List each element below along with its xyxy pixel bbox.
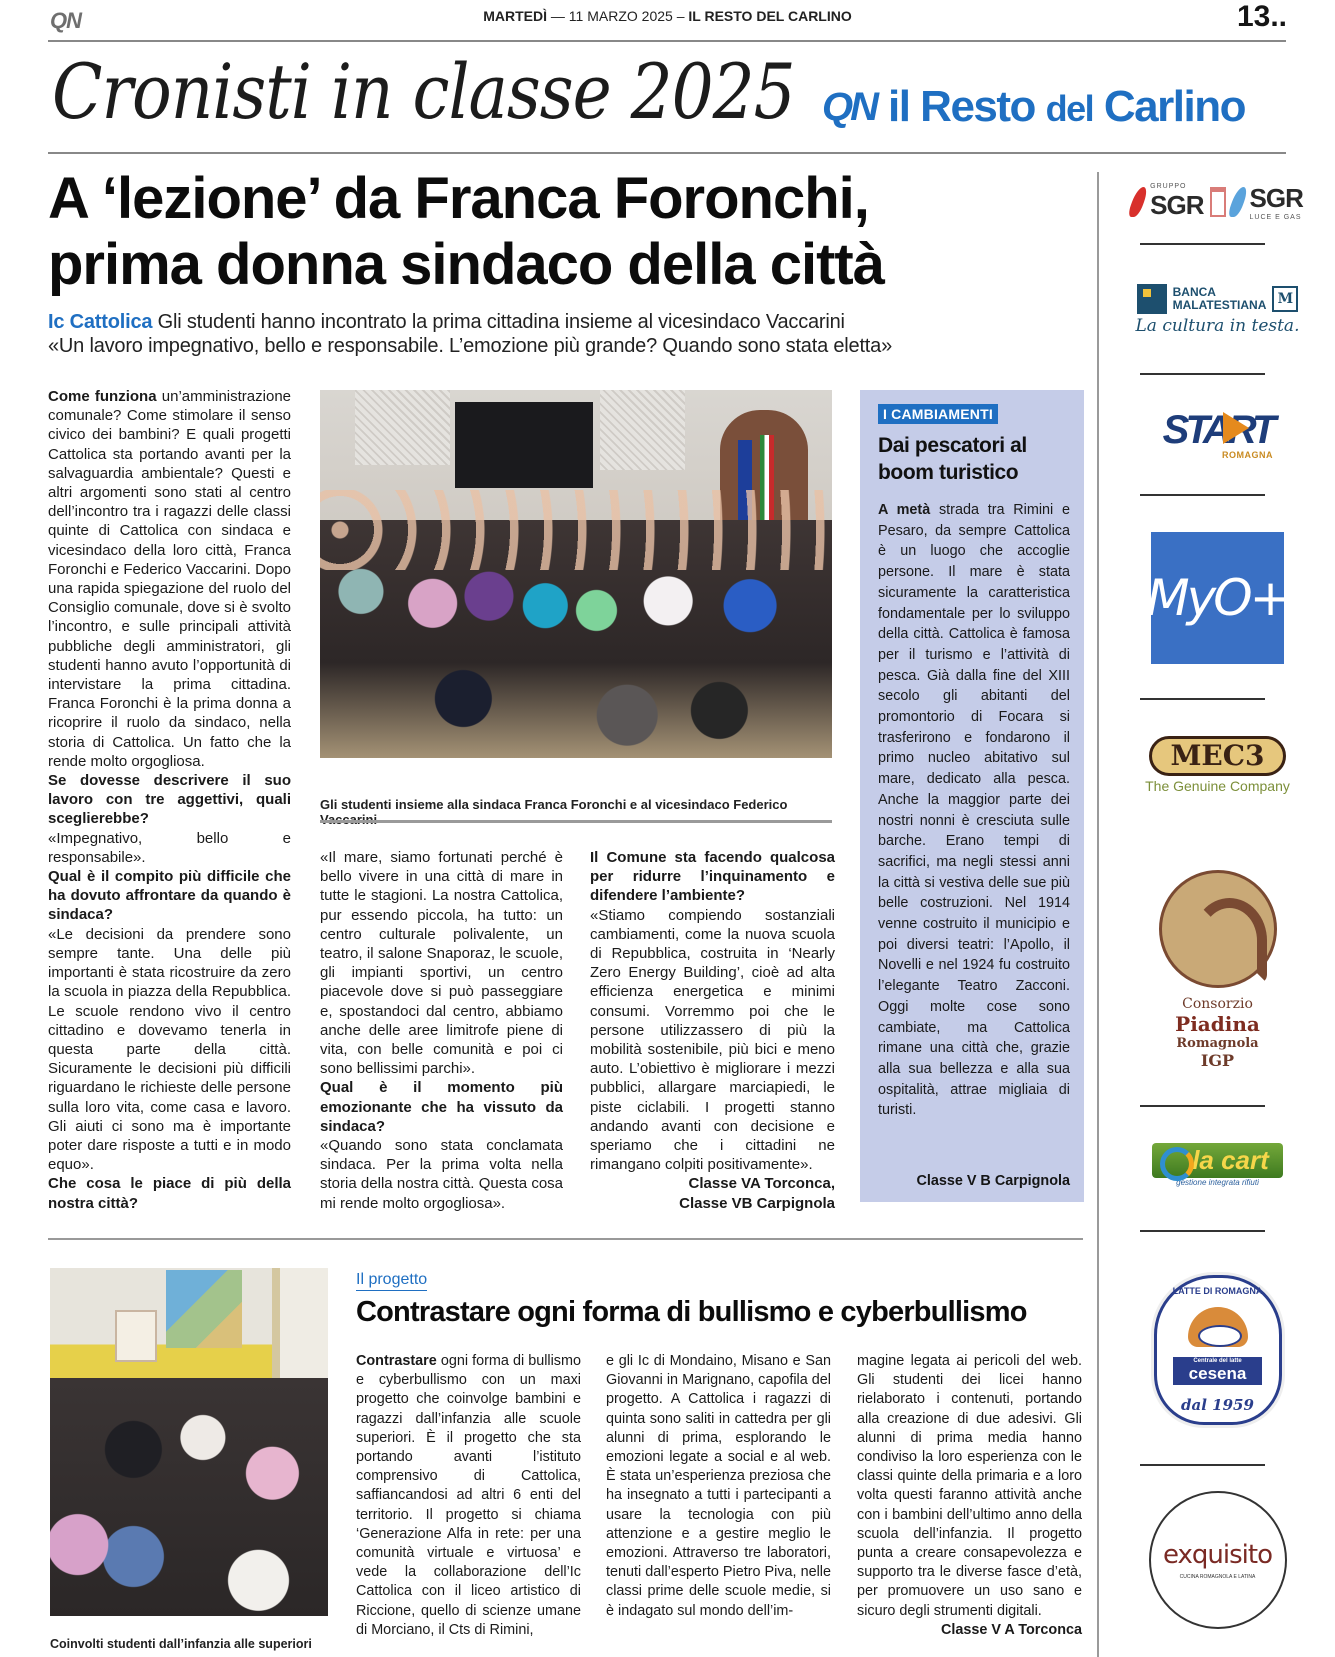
article2-title: Contrastare ogni forma di bullismo e cyberbullismo <box>356 1296 1027 1328</box>
sidebox-tag: I CAMBIAMENTI <box>878 404 998 424</box>
classroom-photo <box>50 1268 328 1616</box>
question-3: Che cosa le piace di più della nostra città? <box>48 1175 291 1212</box>
article-subhead <box>48 310 948 358</box>
signature-2: Classe VB Carpignola <box>679 1194 835 1212</box>
bank-emblem-icon: M <box>1272 286 1298 312</box>
rooster-icon <box>1159 870 1277 988</box>
sponsor-separator <box>1140 494 1265 496</box>
sponsor-myo-logo: MyO+ <box>1110 532 1325 664</box>
article-headline: A ‘lezione’ da Franca Foronchi, prima donna sindaco della città <box>48 166 884 297</box>
wall-map <box>166 1270 242 1348</box>
article2-signature: Classe V A Torconca <box>940 1621 1082 1638</box>
sponsor-separator <box>1140 373 1265 375</box>
section-title: Cronisti in classe 2025 <box>52 48 795 137</box>
group-photo <box>320 390 832 758</box>
sponsor-separator <box>1140 698 1265 700</box>
sidebox-text: A metà strada tra Rimini e Pesaro, da sempre Cattolica è un luogo che accoglie persone. Il mare è stata sicuramente la caratteristica fondamentale per lo sviluppo della città. Cattolica è famosa per il turismo e l’attività di pesca. Già dalla fine del XIII secolo gli abitanti del promontorio di Focara si trasferirono e fondarono il primo nucleo abitativo sul mare, dedicato alla pesca. Anche la maggior parte dei nostri nonni è cresciuta sulle barche. Erano tempi di sacrifici, ma negli stessi anni la città si vestiva delle sue più belle costruzioni. Nel 1914 venne costruito il municipio e poi diversi teatri: l’Apollo, il Novelli e nel 1924 fu costruito l’elegante Teatro Zacconi. Oggi molte cose sono cambiate, ma Cattolica rimane una città che, grazie alla sua bellezza e alla sua ospitalità, attrae migliaia di turisti. <box>878 502 1071 1119</box>
sponsor-separator <box>1140 1105 1265 1107</box>
question-1: Se dovesse descrivere il suo lavoro con tre aggettivi, quali sceglierebbe? <box>48 772 291 828</box>
dateline-day: MARTEDÌ <box>483 8 548 24</box>
bank-square-icon <box>1137 284 1167 314</box>
signature-1: Classe VA Torconca, <box>688 1175 835 1193</box>
qn-logo-mark: QN <box>822 84 876 129</box>
sponsor-banca-malatestiana-logo: BANCA MALATESTIANA M La cultura in testa. <box>1135 285 1300 336</box>
page-number: 13.. <box>1236 0 1287 33</box>
dateline: MARTEDÌ — 11 MARZO 2025 – IL RESTO DEL CARLINO <box>483 8 852 24</box>
article2-column-3: magine legata ai pericoli del web. Gli studenti dei licei hanno rielaborato i contenuti, portando alla creazione di due adesivi. Gli alunni di prima media hanno condiviso la loro esperienza con le classi quinte della primaria e a loro volta questi faranno attività anche con i bambini dell’ultimo anno della scuola dell’infanzia. Il progetto punta a creare consapevolezza e supporto tra le diverse fasce d’età, per promuovere un uso sano e sicuro degli strumenti digitali. Classe V A Torconca <box>857 1352 1082 1640</box>
article-column-3 <box>590 848 835 1213</box>
wall-panel <box>355 390 450 465</box>
qn-small-logo: QN <box>50 8 81 33</box>
flame-icon <box>1226 187 1249 217</box>
sponsor-mec3-logo: MEC3 The Genuine Company <box>1110 730 1325 800</box>
dateline-date: 11 MARZO 2025 <box>568 8 673 24</box>
answer-3: «Il mare, siamo fortunati perché è bello vivere in una città di mare in tutte le stagioni. La nostra Cattolica, pur essendo piccola, ha tutto: un centro culturale polivalente, un teatro, il salone Snaporaz, le scuole, gli impianti sportivi, un centro piacevole dove si può passeggiare e, spostandoci dal centro, abbiamo anche delle aree limitrofe piene di vita, con belle comunità e poi ci sono bellissimi parchi». <box>320 849 563 1078</box>
answer-1: «Impegnativo, bello e responsabile». <box>48 829 291 866</box>
wall-poster <box>115 1310 157 1362</box>
sponsor-start-romagna-logo: START ROMAGNA <box>1162 408 1273 460</box>
sponsor-latte-cesena-logo: LATTE DI ROMAGNA Centrale del latte cesena dal 1959 <box>1110 1270 1325 1430</box>
sidebox-cambiamenti <box>860 390 1084 1202</box>
masthead-rule <box>48 152 1286 154</box>
article2-column-1: Contrastare ogni forma di bullismo e cyberbullismo con un maxi progetto che coinvolge bambini e ragazzi dall’infanzia alle scuole superiori. È il progetto che sta portando avanti l’istituto comprensivo di Cattolica, saffiancandosi ad altri 6 enti del territorio. Il progetto si chiama ‘Generazione Alfa in rete: per una comunità virtuale e virtuosa’ e vede la collaborazione dell’Ic Cattolica con il liceo artistico di Riccione, quello di scienze umane di Morciano, il Cts di Rimini, <box>356 1353 581 1638</box>
sponsor-separator <box>1140 1464 1265 1466</box>
students-sitting <box>50 1378 328 1616</box>
photo2-caption: Coinvolti studenti dall’infanzia alle superiori <box>50 1637 312 1651</box>
mascot-icon <box>1188 1307 1248 1347</box>
dateline-paper: IL RESTO DEL CARLINO <box>688 8 852 24</box>
wall-panel <box>600 390 685 470</box>
question-4: Qual è il momento più emozionante che ha vissuto da sindaca? <box>320 1079 563 1135</box>
photo-caption: Gli studenti insieme alla sindaca Franca Foronchi e al vicesindaco Federico <box>320 797 788 812</box>
sidebox-signature: Classe V B Carpignola <box>916 1173 1070 1189</box>
answer-5: «Stiamo compiendo sostanziali cambiamenti, come la nuova scuola di Repubblica, costruita in ‘Nearly Zero Energy Building’, cioè ad alta efficienza energetica e minimi consumi. Vorremmo poi che le persone utilizzassero di più la mobilità sostenibile, più bici e meno auto. L’obiettivo è migliorare i mezzi pubblici, allargare marciapiedi, le piste ciclabili. I progetti stanno andando avanti con decisione e speriamo che i cittadini ne rimangano colpiti positivamente». <box>590 906 835 1174</box>
caption-rule <box>320 820 832 823</box>
sponsor-sgr-logo: GRUPPO SGR SGR LUCE E GAS <box>1110 172 1325 232</box>
article2-kicker: Il progetto <box>356 1271 427 1291</box>
lead-bold: Come funziona <box>48 388 157 405</box>
subhead-kicker: Ic Cattolica <box>48 311 153 333</box>
question-5: Il Comune sta facendo qualcosa per ridurre l’inquinamento e difendere l’ambiente? <box>590 849 835 905</box>
sponsor-separator <box>1140 1230 1265 1232</box>
article2-column-2: e gli Ic di Mondaino, Misano e San Giovanni in Marignano, capofila del progetto. A Cattolica i ragazzi di quinta sono saliti in cattedra per gli alunni di prima, esplorando le emozioni legate a social e al web. È stata un’esperienza preziosa che ha insegnato a tutti i partecipanti a usare la tecnologia con più attenzione e a gestire meglio le emozioni. Attraverso tre laboratori, tenuti dall’esperto Pietro Piva, nelle classi prime delle scuole medie, si è indagato sul mondo dell’im- <box>606 1353 831 1619</box>
tv-screen <box>455 402 593 488</box>
window <box>272 1268 328 1388</box>
sponsor-la-cart-logo: la cart gestione integrata rifiuti <box>1110 1140 1325 1190</box>
carlino-logo <box>822 82 1245 132</box>
sponsor-separator <box>1140 243 1265 245</box>
question-2: Qual è il compito più difficile che ha dovuto affrontare da quando è sindaca? <box>48 868 291 924</box>
carlino-name: il Resto del Carlino <box>888 82 1245 131</box>
sponsor-piadina-logo: Consorzio Piadina Romagnola IGP <box>1110 870 1325 1070</box>
answer-2: «Le decisioni da prendere sono sempre tante. Una delle più importanti è stata ricostruire da zero la scuola in piazza della Repubblica. Le scuole rendono vivo il centro cittadino e dovevamo tenerla in questa parte della città. Sicuramente le decisioni più difficili riguardano le richieste delle persone sulla loro vita, come casa e lavoro. Gli aiuti ci sono ma è importante poter dare risposte a tutti e in modo equo». <box>48 925 291 1174</box>
flame-icon <box>1127 187 1150 217</box>
article-column-1 <box>48 387 291 1213</box>
section-divider <box>48 1238 1083 1240</box>
subhead-line1: Gli studenti hanno incontrato la prima cittadina insieme al vicesindaco Vaccarini <box>152 311 845 333</box>
play-triangle-icon <box>1223 412 1249 444</box>
subhead-line2: «Un lavoro impegnativo, bello e responsabile. L’emozione più grande? Quando sono stata eletta» <box>48 335 893 357</box>
column-icon <box>1210 187 1226 217</box>
sidebar-rule <box>1097 172 1099 1657</box>
sidebox-title: Dai pescatori al boom turistico <box>878 434 1027 484</box>
faces <box>320 490 832 570</box>
lead-text: un’amministrazione comunale? Come stimolare il senso civico dei bambini? E quali progetti Cattolica sta portando avanti per la salvaguardia ambientale? Questi e altri argomenti sono stati al centro dell’incontro tra i ragazzi delle classi quinte di Cattolica con sindaca e vicesindaco della loro città, Franca Foronchi e Federico Vaccarini. Dopo una rapida spiegazione del ruolo del Consiglio comunale, dove si è svolto l’incontro, e sulle principali attività pubbliche degli amministratori, gli studenti hanno avuto l’opportunità di intervistare la prima cittadina. Franca Foronchi è la prima donna a ricoprire il ruolo da sindaco, nella storia di Cattolica. Un fatto che la rende molto orgogliosa. <box>48 388 292 770</box>
top-rule <box>48 40 1286 42</box>
answer-4: «Quando sono stata conclamata sindaca. Per la prima volta nella storia della nostra città. Questa cosa mi rende molto orgogliosa». <box>320 1137 563 1212</box>
article-column-2 <box>320 848 563 1213</box>
sponsor-exquisito-logo: exquisito CUCINA ROMAGNOLA E LATINA <box>1110 1490 1325 1630</box>
